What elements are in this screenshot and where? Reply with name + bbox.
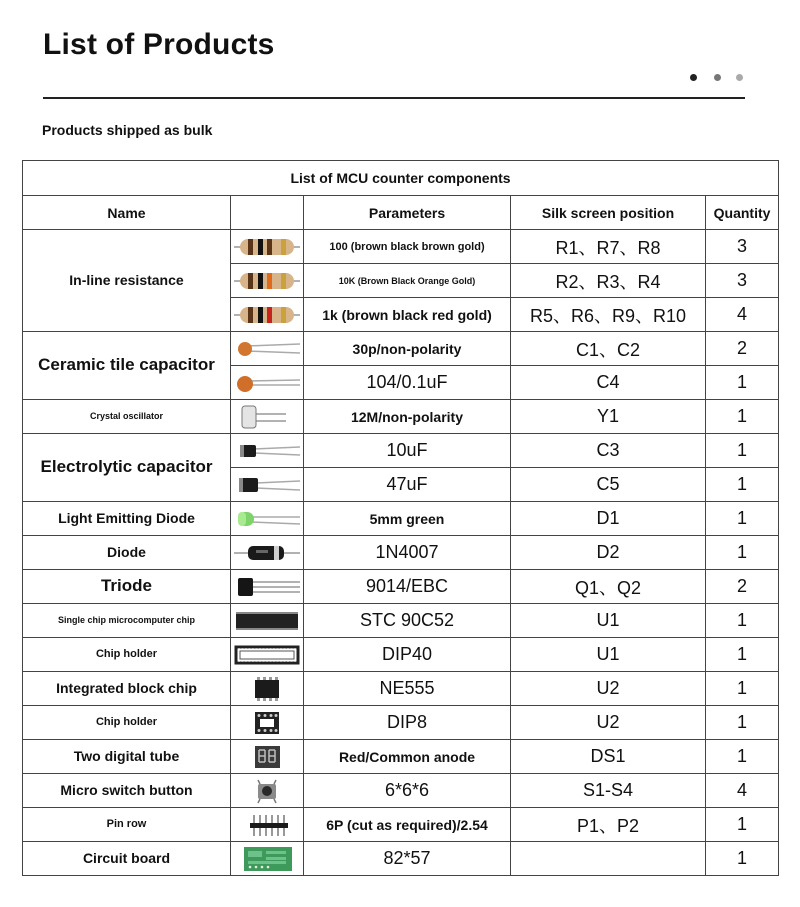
column-header-parameters: Parameters <box>304 196 511 230</box>
ceramic-capacitor-icon <box>234 372 300 394</box>
component-name: In-line resistance <box>23 230 231 332</box>
component-parameter: 9014/EBC <box>304 570 511 604</box>
quantity: 3 <box>706 264 779 298</box>
dip40-socket-icon <box>234 644 300 666</box>
quantity: 1 <box>706 502 779 536</box>
component-name: Light Emitting Diode <box>23 502 231 536</box>
component-name: Chip holder <box>23 638 231 672</box>
quantity: 4 <box>706 774 779 808</box>
component-name: Integrated block chip <box>23 672 231 706</box>
table-row <box>23 604 779 638</box>
seven-segment-display-icon <box>234 744 300 770</box>
column-header-name: Name <box>23 196 231 230</box>
silk-screen-position <box>511 842 706 876</box>
table-row <box>23 332 779 366</box>
table-row <box>23 638 779 672</box>
resistor-brown-black-orange-gold-icon <box>234 270 300 292</box>
silk-screen-position: U2 <box>511 672 706 706</box>
component-image <box>231 604 304 638</box>
silk-screen-position: U1 <box>511 638 706 672</box>
component-parameter: 1N4007 <box>304 536 511 570</box>
component-parameter: NE555 <box>304 672 511 706</box>
page-title: List of Products <box>43 28 275 61</box>
electrolytic-capacitor-icon <box>234 474 300 496</box>
table-row <box>23 502 779 536</box>
component-parameter: 6*6*6 <box>304 774 511 808</box>
table-row <box>23 400 779 434</box>
table-caption: List of MCU counter components <box>23 161 779 196</box>
quantity: 3 <box>706 230 779 264</box>
component-parameter: DIP40 <box>304 638 511 672</box>
component-parameter: 30p/non-polarity <box>304 332 511 366</box>
component-name: Ceramic tile capacitor <box>23 332 231 400</box>
component-parameter: 104/0.1uF <box>304 366 511 400</box>
crystal-oscillator-icon <box>234 404 300 430</box>
component-parameter: 82*57 <box>304 842 511 876</box>
quantity: 1 <box>706 366 779 400</box>
component-parameter: Red/Common anode <box>304 740 511 774</box>
component-parameter: STC 90C52 <box>304 604 511 638</box>
dip8-socket-icon <box>234 710 300 736</box>
component-image <box>231 570 304 604</box>
component-parameter: DIP8 <box>304 706 511 740</box>
table-row <box>23 570 779 604</box>
table-row <box>23 536 779 570</box>
component-image <box>231 468 304 502</box>
silk-screen-position: C5 <box>511 468 706 502</box>
transistor-icon <box>234 576 300 598</box>
silk-screen-position: DS1 <box>511 740 706 774</box>
component-parameter: 47uF <box>304 468 511 502</box>
electrolytic-capacitor-icon <box>234 440 300 462</box>
component-name: Diode <box>23 536 231 570</box>
quantity: 1 <box>706 468 779 502</box>
carousel-dot-1[interactable] <box>690 74 697 81</box>
component-name: Pin row <box>23 808 231 842</box>
component-name: Electrolytic capacitor <box>23 434 231 502</box>
table-row <box>23 740 779 774</box>
component-name: Chip holder <box>23 706 231 740</box>
dip8-chip-icon <box>234 676 300 702</box>
silk-screen-position: Y1 <box>511 400 706 434</box>
silk-screen-position: R5、R6、R9、R10 <box>511 298 706 332</box>
table-row <box>23 774 779 808</box>
component-parameter: 12M/non-polarity <box>304 400 511 434</box>
resistor-brown-black-brown-gold-icon <box>234 236 300 258</box>
silk-screen-position: S1-S4 <box>511 774 706 808</box>
resistor-brown-black-red-gold-icon <box>234 304 300 326</box>
component-parameter: 100 (brown black brown gold) <box>304 230 511 264</box>
dip40-chip-icon <box>234 610 300 632</box>
component-name: Triode <box>23 570 231 604</box>
silk-screen-position: C1、C2 <box>511 332 706 366</box>
component-image <box>231 434 304 468</box>
component-parameter: 5mm green <box>304 502 511 536</box>
components-table <box>22 160 779 876</box>
table-header-row <box>23 196 779 230</box>
component-image <box>231 536 304 570</box>
component-image <box>231 332 304 366</box>
component-image <box>231 774 304 808</box>
column-header-silk-screen: Silk screen position <box>511 196 706 230</box>
pcb-board-icon <box>234 845 300 873</box>
column-header-quantity: Quantity <box>706 196 779 230</box>
page-subtitle: Products shipped as bulk <box>42 122 213 138</box>
silk-screen-position: P1、P2 <box>511 808 706 842</box>
quantity: 1 <box>706 672 779 706</box>
quantity: 1 <box>706 434 779 468</box>
carousel-dot-2[interactable] <box>714 74 721 81</box>
tactile-switch-icon <box>234 778 300 804</box>
table-row <box>23 434 779 468</box>
table-row <box>23 842 779 876</box>
component-image <box>231 230 304 264</box>
silk-screen-position: C4 <box>511 366 706 400</box>
component-image <box>231 842 304 876</box>
component-image <box>231 808 304 842</box>
component-image <box>231 400 304 434</box>
silk-screen-position: U1 <box>511 604 706 638</box>
title-divider <box>43 97 745 99</box>
component-image <box>231 264 304 298</box>
quantity: 1 <box>706 604 779 638</box>
quantity: 1 <box>706 536 779 570</box>
component-image <box>231 672 304 706</box>
quantity: 1 <box>706 740 779 774</box>
quantity: 4 <box>706 298 779 332</box>
quantity: 1 <box>706 400 779 434</box>
table-row <box>23 706 779 740</box>
silk-screen-position: R1、R7、R8 <box>511 230 706 264</box>
silk-screen-position: C3 <box>511 434 706 468</box>
table-row <box>23 230 779 264</box>
ceramic-capacitor-icon <box>234 338 300 360</box>
component-parameter: 6P (cut as required)/2.54 <box>304 808 511 842</box>
led-icon <box>234 508 300 530</box>
quantity: 2 <box>706 570 779 604</box>
component-image <box>231 706 304 740</box>
component-name: Circuit board <box>23 842 231 876</box>
component-image <box>231 502 304 536</box>
column-header-image <box>231 196 304 230</box>
component-image <box>231 366 304 400</box>
silk-screen-position: D2 <box>511 536 706 570</box>
component-image <box>231 298 304 332</box>
quantity: 1 <box>706 638 779 672</box>
quantity: 1 <box>706 808 779 842</box>
component-name: Single chip microcomputer chip <box>23 604 231 638</box>
component-parameter: 1k (brown black red gold) <box>304 298 511 332</box>
component-name: Crystal oscillator <box>23 400 231 434</box>
component-name: Micro switch button <box>23 774 231 808</box>
component-parameter: 10K (Brown Black Orange Gold) <box>304 264 511 298</box>
silk-screen-position: D1 <box>511 502 706 536</box>
silk-screen-position: U2 <box>511 706 706 740</box>
quantity: 1 <box>706 706 779 740</box>
table-row <box>23 672 779 706</box>
silk-screen-position: Q1、Q2 <box>511 570 706 604</box>
diode-icon <box>234 542 300 564</box>
silk-screen-position: R2、R3、R4 <box>511 264 706 298</box>
table-row <box>23 808 779 842</box>
quantity: 2 <box>706 332 779 366</box>
component-parameter: 10uF <box>304 434 511 468</box>
carousel-dot-3[interactable] <box>736 74 743 81</box>
component-image <box>231 638 304 672</box>
component-image <box>231 740 304 774</box>
component-name: Two digital tube <box>23 740 231 774</box>
pin-header-icon <box>234 812 300 838</box>
quantity: 1 <box>706 842 779 876</box>
